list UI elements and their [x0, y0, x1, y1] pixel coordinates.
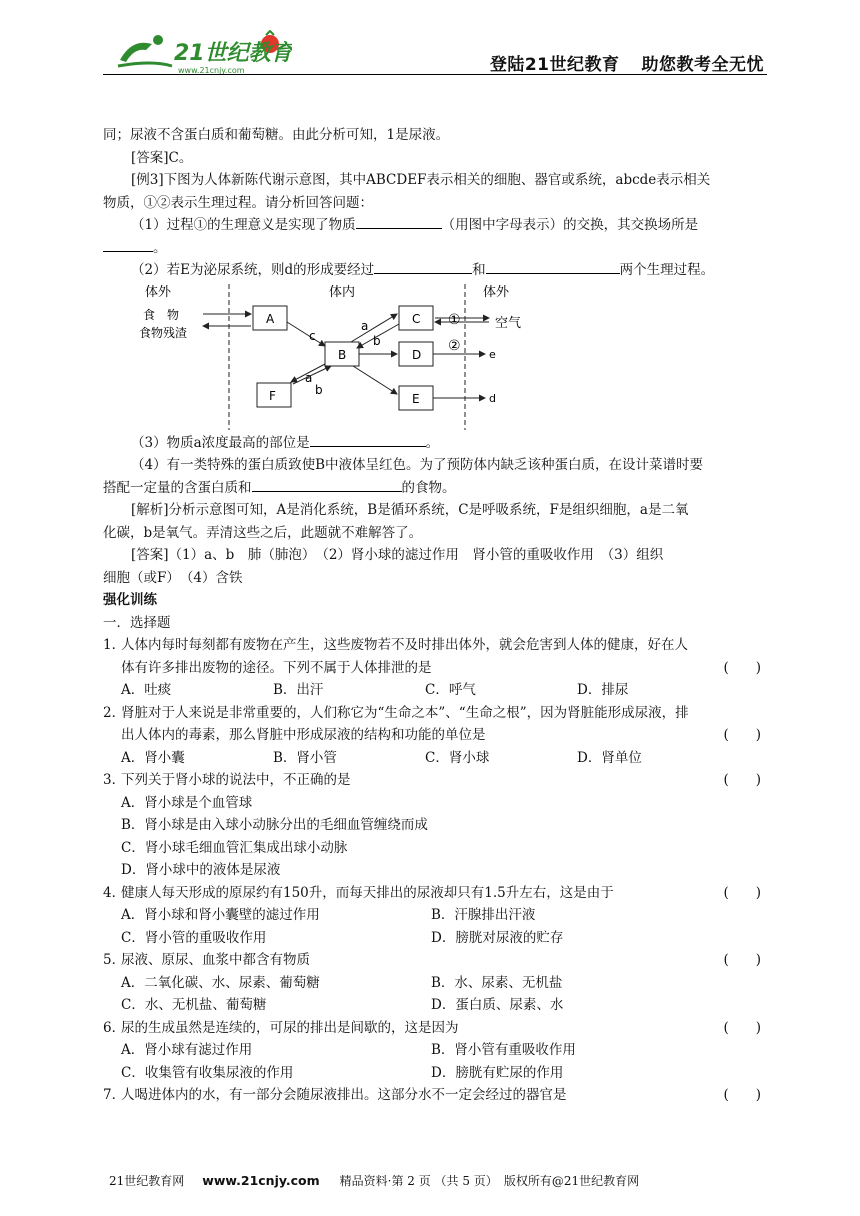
- option-a[interactable]: A．肾小囊: [121, 749, 185, 766]
- logo-text: 21世纪教育: [174, 41, 292, 66]
- q1-text-b: （用图中字母表示）的交换，其交换场所是: [441, 217, 699, 233]
- box-label: A: [266, 311, 275, 326]
- label-e: e: [489, 347, 496, 361]
- q2-text-a: （2）若E为泌尿系统，则d的形成要经过: [131, 262, 375, 278]
- option-b[interactable]: B．肾小球是由入球小动脉分出的毛细血管缠绕而成: [121, 817, 428, 833]
- process-1-marker: ①: [448, 311, 461, 328]
- option-c[interactable]: C．肾小球毛细血管汇集成出球小动脉: [121, 839, 348, 856]
- option-a[interactable]: A．二氧化碳、水、尿素、葡萄糖: [121, 974, 320, 991]
- label-c: c: [309, 328, 316, 343]
- question-number: 2．: [103, 704, 126, 721]
- question-text: 出人体内的毒素，那么肾脏中形成尿液的结构和功能的单位是: [121, 727, 486, 743]
- example-line: 物质，①②表示生理过程。请分析回答问题：: [103, 194, 373, 211]
- footer-copyright: 版权所有@21世纪教育网: [503, 1174, 640, 1188]
- subsection-title: 一．选择题: [103, 614, 171, 631]
- q2-text-b: 和: [472, 262, 486, 278]
- answer-blank[interactable]: [374, 259, 472, 274]
- answer-blank[interactable]: [252, 477, 402, 492]
- q1-end: 。: [153, 239, 167, 256]
- label-b: b: [315, 382, 323, 397]
- analysis-line: 化碳，b是氧气。弄清这些之后，此题就不难解答了。: [103, 524, 423, 541]
- question-item: [103, 882, 767, 950]
- label-a: a: [305, 370, 313, 385]
- q3-end: 。: [425, 434, 440, 451]
- question-line: [103, 477, 767, 500]
- option-c[interactable]: C．肾小球: [425, 749, 490, 766]
- page-footer: [103, 1172, 639, 1189]
- process-2-marker: ②: [448, 337, 461, 354]
- answer-blank[interactable]: [356, 214, 442, 229]
- question-text: 尿液、原尿、血浆中都含有物质: [121, 952, 310, 968]
- answer-paren[interactable]: ( ): [723, 952, 761, 968]
- option-a[interactable]: A．吐痰: [121, 682, 172, 698]
- q3-text: （3）物质a浓度最高的部位是: [131, 434, 310, 451]
- footer-page-info: 精品资料·第 2 页 （共 5 页）: [339, 1174, 498, 1188]
- slogan-left: 登陆21世纪教育: [489, 55, 620, 75]
- box-label: C: [412, 311, 421, 326]
- label-inside: 体内: [329, 284, 356, 300]
- label-air: 空气: [495, 315, 522, 331]
- section-title: 强化训练: [103, 592, 157, 608]
- option-d[interactable]: D．膀胱有贮尿的作用: [431, 1064, 564, 1081]
- answer-line: [答案]（1）a、b 肺（肺泡） （2）肾小球的滤过作用 肾小管的重吸收作用 （3）组织: [131, 547, 664, 563]
- question-text: 下列关于肾小球的说法中，不正确的是: [121, 772, 351, 788]
- option-a[interactable]: A．肾小球是个血管球: [121, 794, 253, 811]
- header-divider: [103, 74, 767, 75]
- question-text: 尿的生成虽然是连续的，可尿的排出是间歇的，这是因为: [121, 1019, 459, 1036]
- question-line: [103, 432, 767, 455]
- q4-text-b: 搭配一定量的含蛋白质和: [103, 479, 252, 496]
- answer-line: [答案]C。: [131, 149, 193, 166]
- box-label: D: [412, 347, 422, 362]
- question-number: 7．: [103, 1087, 126, 1103]
- option-d[interactable]: D．排尿: [577, 682, 629, 698]
- option-b[interactable]: B．出汗: [273, 682, 324, 698]
- question-number: 4．: [103, 884, 126, 901]
- option-b[interactable]: B．汗腺排出汗液: [431, 907, 536, 923]
- header-slogan: [468, 50, 764, 75]
- question-item: [103, 702, 767, 770]
- question-line: [103, 237, 767, 260]
- question-item: [103, 1017, 767, 1085]
- option-d[interactable]: D．肾单位: [577, 749, 642, 766]
- arrow-b-to-e: [353, 366, 397, 394]
- question-text: 肾脏对于人来说是非常重要的，人们称它为“生命之本”、“生命之根”，因为肾脏能形成尿液，排: [121, 704, 689, 721]
- q4-text-c: 的食物。: [401, 479, 456, 496]
- question-text: 人体内每时每刻都有废物在产生，这些废物若不及时排出体外，就会危害到人体的健康，好在人: [121, 637, 688, 653]
- paragraph: 同；尿液不含蛋白质和葡萄糖。由此分析可知，1是尿液。: [103, 127, 450, 143]
- question-text: 人喝进体内的水，有一部分会随尿液排出。这部分水不一定会经过的器官是: [121, 1087, 567, 1103]
- document-body: [103, 124, 767, 1107]
- question-line: [103, 259, 767, 282]
- question-number: 6．: [103, 1019, 126, 1036]
- option-a[interactable]: A．肾小球和肾小囊壁的滤过作用: [121, 907, 320, 923]
- option-d[interactable]: D．肾小球中的液体是尿液: [121, 862, 281, 878]
- label-food: 食 物: [143, 307, 180, 322]
- answer-blank[interactable]: [310, 432, 426, 447]
- answer-paren[interactable]: ( ): [723, 1087, 761, 1103]
- option-c[interactable]: C．收集管有收集尿液的作用: [121, 1064, 294, 1081]
- metabolism-diagram: [103, 282, 767, 432]
- box-label: B: [338, 347, 347, 362]
- option-a[interactable]: A．肾小球有滤过作用: [121, 1042, 253, 1058]
- answer-paren[interactable]: ( ): [723, 659, 761, 676]
- question-item: [103, 1084, 767, 1107]
- option-b[interactable]: B．肾小管有重吸收作用: [431, 1042, 576, 1058]
- answer-paren[interactable]: ( ): [723, 727, 761, 743]
- example-line: [例3]下图为人体新陈代谢示意图，其中ABCDEF表示相关的细胞、器官或系统，abcde表示相关: [131, 172, 711, 188]
- footer-site: 21世纪教育网: [109, 1174, 185, 1188]
- answer-paren[interactable]: ( ): [723, 884, 761, 901]
- question-text: 体有许多排出废物的途径。下列不属于人体排泄的是: [121, 659, 432, 676]
- site-logo: [112, 30, 292, 76]
- label-residue: 食物残渣: [139, 325, 188, 340]
- option-b[interactable]: B．肾小管: [273, 749, 337, 766]
- analysis-line: [解析]分析示意图可知，A是消化系统，B是循环系统，C是呼吸系统，F是组织细胞，a是二氧: [131, 502, 689, 518]
- question-item: [103, 949, 767, 1017]
- q1-text-a: （1）过程①的生理意义是实现了物质: [131, 217, 356, 233]
- footer-url[interactable]: www.21cnjy.com: [202, 1173, 320, 1188]
- slogan-right: 助您教考全无忧: [641, 55, 764, 75]
- arrow-a-to-b: [287, 322, 325, 346]
- question-line: [103, 214, 767, 237]
- box-label: F: [269, 388, 276, 403]
- q2-text-c: 两个生理过程。: [619, 262, 715, 278]
- answer-blank[interactable]: [486, 259, 620, 274]
- label-a: a: [361, 318, 369, 333]
- answer-blank[interactable]: [103, 237, 153, 252]
- option-b[interactable]: B．水、尿素、无机盐: [431, 974, 563, 991]
- question-text: 健康人每天形成的原尿约有150升，而每天排出的尿液却只有1.5升左右，这是由于: [121, 884, 614, 901]
- label-outside-left: 体外: [145, 284, 172, 300]
- option-c[interactable]: C．水、无机盐、葡萄糖: [121, 997, 267, 1013]
- answer-line: 细胞（或F） （4）含铁: [103, 569, 243, 586]
- question-number: 3．: [103, 772, 126, 788]
- question-item: [103, 634, 767, 702]
- logo-url: www.21cnjy.com: [178, 66, 245, 75]
- label-d: d: [489, 391, 496, 405]
- option-c[interactable]: C．肾小管的重吸收作用: [121, 929, 267, 946]
- question-item: [103, 769, 767, 882]
- label-b: b: [373, 333, 381, 348]
- question-number: 5．: [103, 952, 126, 968]
- option-d[interactable]: D．膀胱对尿液的贮存: [431, 929, 564, 946]
- label-outside-right: 体外: [483, 284, 510, 300]
- question-line: （4）有一类特殊的蛋白质致使B中液体呈红色。为了预防体内缺乏该种蛋白质，在设计菜谱时要: [131, 457, 704, 473]
- option-d[interactable]: D．蛋白质、尿素、水: [431, 997, 564, 1013]
- question-number: 1．: [103, 637, 126, 653]
- box-label: E: [412, 391, 420, 406]
- answer-paren[interactable]: ( ): [723, 772, 761, 788]
- answer-paren[interactable]: ( ): [723, 1019, 761, 1036]
- option-c[interactable]: C．呼气: [425, 682, 476, 698]
